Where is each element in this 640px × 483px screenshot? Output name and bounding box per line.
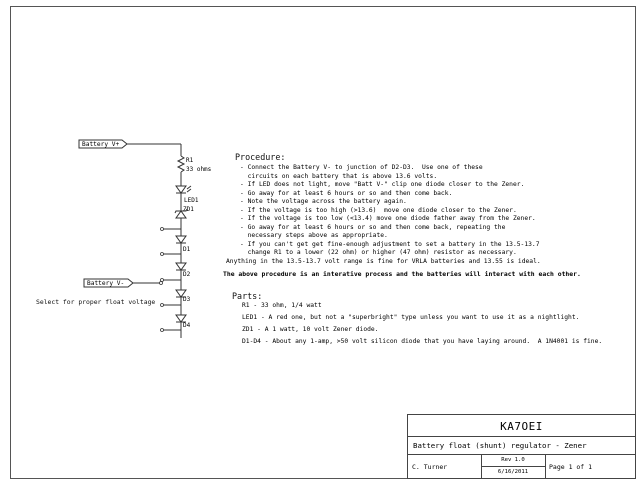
procedure-line: - If the voltage is too high (>13.6) move one diode closer to the Zener. — [240, 206, 517, 214]
procedure-line: change R1 to a lower (22 ohm) or higher (47 ohm) resistor as necessary. — [240, 249, 517, 256]
procedure-line: - If the voltage is too low (<13.4) move one diode father away from the Zener. — [240, 215, 536, 222]
r1-ref: R1 — [186, 157, 194, 164]
d2-symbol — [176, 263, 186, 270]
d3-ref: D3 — [183, 296, 191, 303]
d2-ref: D2 — [183, 271, 191, 278]
battery-pos-label: Battery V+ — [82, 141, 120, 148]
led1-ref: LED1 — [184, 197, 199, 204]
led1-symbol — [176, 186, 191, 193]
title-block-title-row — [408, 436, 635, 455]
title-block-info-row — [408, 454, 635, 478]
procedure-line: - If LED does not light, move "Batt V-" clip one diode closer to the Zener. — [240, 181, 525, 188]
procedure-line: - Connect the Battery V- to junction of D2-D3. Use one of these — [240, 164, 483, 171]
r1-value: 33 ohms — [186, 166, 212, 173]
tap-point — [161, 329, 164, 332]
parts-line: R1 - 33 ohm, 1/4 watt — [242, 302, 322, 309]
r1-resistor — [178, 156, 184, 172]
iterative-note: The above procedure is an interative process and the batteries will interact with each other. — [223, 270, 581, 278]
title-block-company-row — [408, 415, 635, 437]
author-name: C. Turner — [412, 463, 448, 471]
revision-date: 6/16/2011 — [497, 469, 529, 475]
title-block — [407, 414, 636, 479]
tap-point — [161, 253, 164, 256]
procedure-heading: Procedure: — [235, 152, 286, 162]
tap-point — [161, 228, 164, 231]
parts-line: D1-D4 - About any 1-amp, >50 volt silicon diode that you have laying around. A 1N4001 is fine. — [242, 338, 603, 345]
tap-point — [161, 304, 164, 307]
parts-line: ZD1 - A 1 watt, 10 volt Zener diode. — [242, 326, 379, 333]
procedure-line: - Note the voltage across the battery again. — [240, 198, 407, 205]
tap-point — [161, 279, 164, 282]
parts-heading: Parts: — [232, 291, 263, 301]
flag-end-point — [160, 282, 163, 285]
author-cell — [408, 454, 482, 478]
d1-ref: D1 — [183, 246, 191, 253]
revision: Rev 1.0 — [501, 457, 525, 463]
procedure-line: circuits on each battery that is above 13.6 volts. — [240, 172, 438, 180]
company-name: KA7OEI — [500, 420, 543, 433]
procedure-line: - Go away for at least 6 hours or so and then come back, repeating the — [240, 223, 506, 231]
procedure-line: Anything in the 13.5-13.7 volt range is fine for VRLA batteries and 13.55 is ideal. — [226, 257, 541, 265]
zd1-ref: ZD1 — [183, 206, 194, 213]
battery-neg-label: Battery V- — [87, 280, 125, 287]
float-voltage-note: Select for proper float voltage — [36, 298, 156, 306]
d1-symbol — [176, 236, 186, 243]
parts-line: LED1 - A red one, but not a "superbright" type unless you want to use it as a nightlight. — [242, 314, 580, 321]
procedure-line: - If you can't get get fine-enough adjustment to set a battery in the 13.5-13.7 — [240, 240, 540, 248]
rev-date-cell — [481, 454, 546, 478]
procedure-line: - Go away for at least 6 hours or so and then come back. — [240, 189, 453, 197]
procedure-line: necessary steps above as appropriate. — [240, 232, 388, 239]
page-number: Page 1 of 1 — [549, 463, 593, 471]
d4-ref: D4 — [183, 322, 191, 329]
d4-symbol — [176, 315, 186, 322]
drawing-title: Battery float (shunt) regulator - Zener — [413, 441, 587, 450]
